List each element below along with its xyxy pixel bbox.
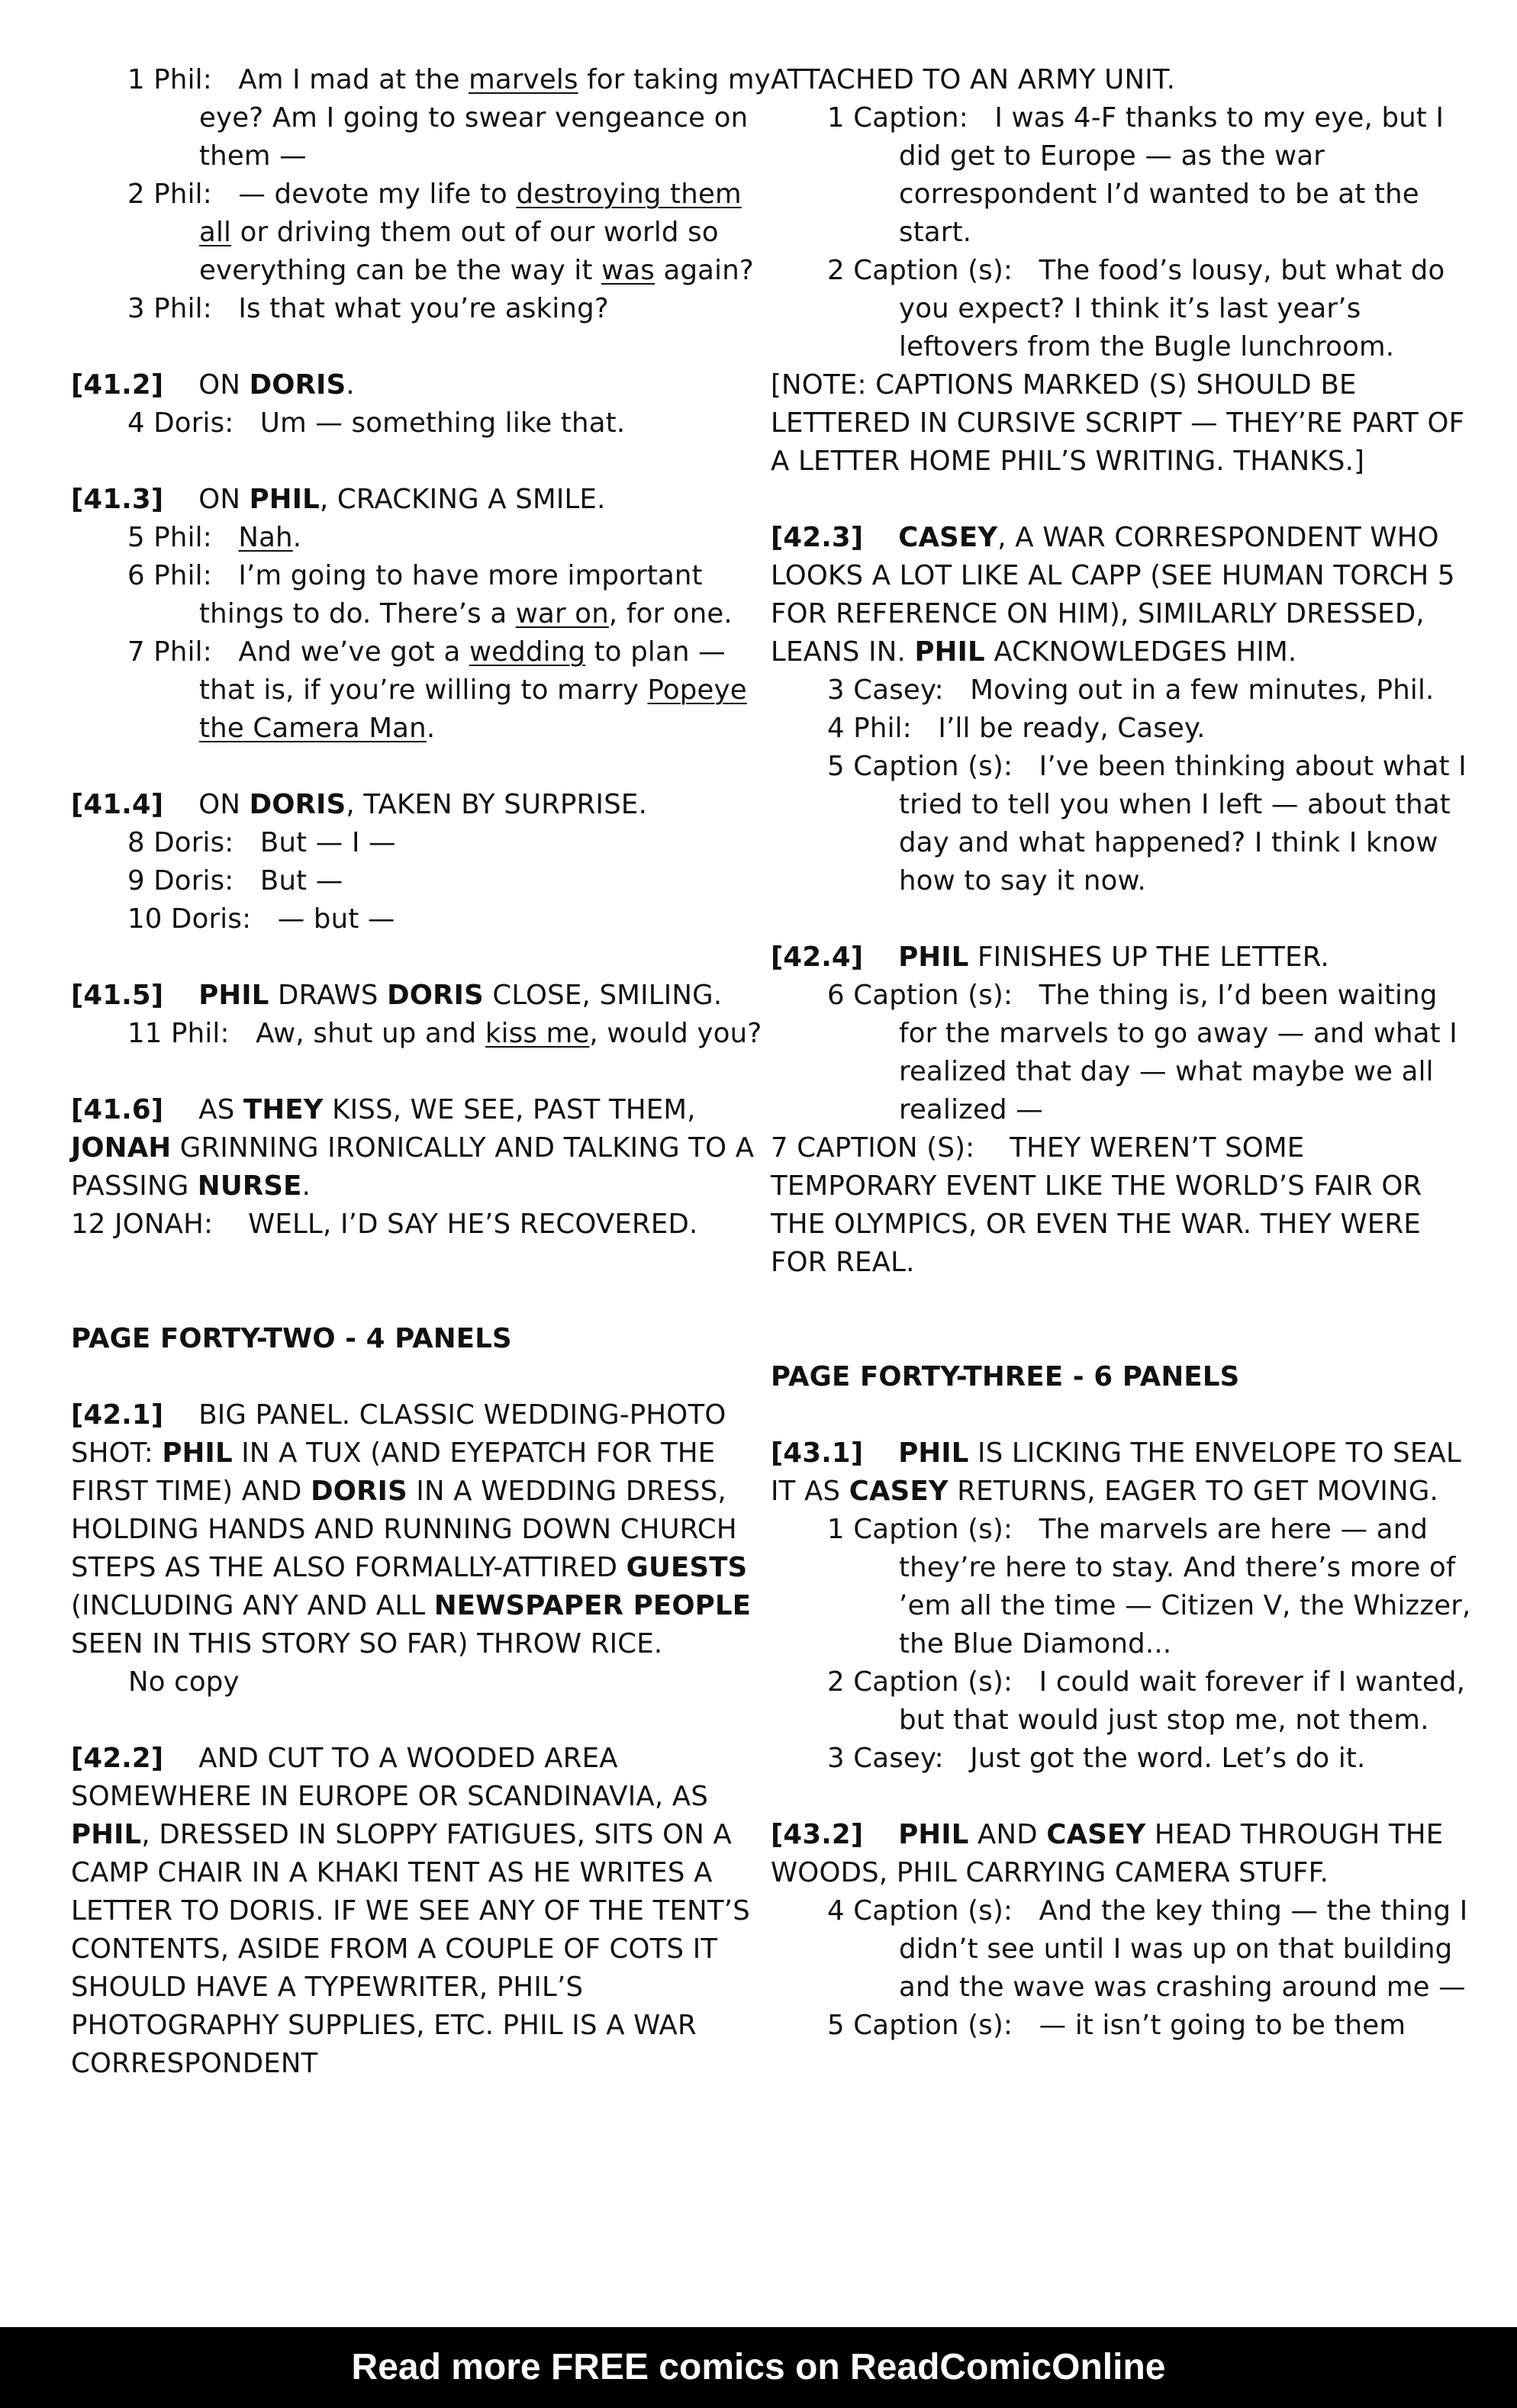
dialogue-line: 2 Phil: — devote my life to destroying them all or driving them out of our world so everything can be the way it was again? — [127, 179, 754, 286]
right-column — [771, 61, 1473, 2045]
panel-continuation: ATTACHED TO AN ARMY UNIT. — [771, 64, 1176, 95]
panel-description: [42.4] PHIL FINISHES UP THE LETTER. — [771, 942, 1329, 973]
caption-line: 2 Caption (s): I could wait forever if I wanted, but that would just stop me, not them. — [827, 1666, 1466, 1736]
lettering-note: [NOTE: CAPTIONS MARKED (S) SHOULD BE LETTERED IN CURSIVE SCRIPT — THEY’RE PART OF A LETTER HOME PHIL’S WRITING. THANKS.] — [771, 369, 1465, 477]
page-heading: PAGE FORTY-THREE - 6 PANELS — [771, 1361, 1240, 1392]
no-copy-note: No copy — [128, 1666, 240, 1698]
dialogue-line: 3 Casey: Moving out in a few minutes, Phil. — [827, 674, 1435, 706]
panel-description: [43.1] PHIL IS LICKING THE ENVELOPE TO SEAL IT AS CASEY RETURNS, EAGER TO GET MOVING. — [771, 1437, 1461, 1507]
dialogue-line: 12 JONAH: WELL, I’D SAY HE’S RECOVERED. — [71, 1209, 698, 1240]
panel-description: [43.2] PHIL AND CASEY HEAD THROUGH THE WOODS, PHIL CARRYING CAMERA STUFF. — [771, 1819, 1444, 1888]
dialogue-line: 7 Phil: And we’ve got a wedding to plan — that is, if you’re willing to marry Popeye the Camera Man. — [127, 636, 747, 744]
panel-description: [41.4] ON DORIS, TAKEN BY SURPRISE. — [71, 789, 648, 820]
dialogue-line: 3 Casey: Just got the word. Let’s do it. — [827, 1743, 1366, 1774]
panel-description: [41.5] PHIL DRAWS DORIS CLOSE, SMILING. — [71, 980, 723, 1011]
dialogue-line: 10 Doris: — but — — [127, 903, 395, 935]
caption-line: 1 Caption (s): The marvels are here — and they’re here to stay. And there’s more of ’em all the time — Citizen V, the Whizzer, the Blue Diamond... — [827, 1514, 1471, 1660]
panel-description: [41.3] ON PHIL, CRACKING A SMILE. — [71, 484, 606, 515]
dialogue-line: 5 Phil: Nah. — [127, 522, 302, 553]
promo-footer-text[interactable]: Read more FREE comics on ReadComicOnline — [351, 2347, 1166, 2387]
panel-description: [42.2] AND CUT TO A WOODED AREA SOMEWHERE IN EUROPE OR SCANDINAVIA, AS PHIL, DRESSED IN SLOPPY FATIGUES, SITS ON A CAMP CHAIR IN A KHAKI TENT AS HE WRITES A LETTER TO DORIS. IF WE SEE ANY OF THE TENT’S CONTENTS, ASIDE FROM A COUPLE OF COTS IT SHOULD HAVE A TYPEWRITER, PHIL’S PHOTOGRAPHY SUPPLIES, ETC. PHIL IS A WAR CORRESPONDENT — [71, 1743, 750, 2079]
dialogue-line: 4 Doris: Um — something like that. — [127, 407, 626, 439]
dialogue-line: 1 Phil: Am I mad at the marvels for taking my eye? Am I going to swear vengeance on them — — [127, 64, 771, 172]
left-column — [71, 61, 773, 2083]
dialogue-line: 9 Doris: But — — [127, 865, 343, 897]
caption-line: 2 Caption (s): The food’s lousy, but what do you expect? I think it’s last year’s leftovers from the Bugle lunchroom. — [827, 255, 1445, 362]
dialogue-line: 8 Doris: But — I — — [127, 827, 396, 858]
dialogue-line: 4 Phil: I’ll be ready, Casey. — [827, 713, 1206, 744]
caption-line: 7 CAPTION (S): THEY WEREN’T SOME TEMPORARY EVENT LIKE THE WORLD’S FAIR OR THE OLYMPICS, OR EVEN THE WAR. THEY WERE FOR REAL. — [771, 1132, 1422, 1278]
caption-line: 1 Caption: I was 4-F thanks to my eye, but I did get to Europe — as the war correspondent I’d wanted to be at the start. — [827, 102, 1445, 248]
panel-description: [41.6] AS THEY KISS, WE SEE, PAST THEM, JONAH GRINNING IRONICALLY AND TALKING TO A PASSING NURSE. — [71, 1094, 755, 1202]
panel-description: [41.2] ON DORIS. — [71, 369, 355, 401]
promo-footer-banner[interactable] — [0, 2327, 1517, 2408]
caption-line: 4 Caption (s): And the key thing — the thing I didn’t see until I was up on that building and the wave was crashing around me — — [827, 1895, 1468, 2003]
caption-line: 6 Caption (s): The thing is, I’d been waiting for the marvels to go away — and what I realized that day — what maybe we all realized — — [827, 980, 1457, 1125]
dialogue-line: 6 Phil: I’m going to have more important things to do. There’s a war on, for one. — [127, 560, 733, 629]
caption-line: 5 Caption (s): I’ve been thinking about what I tried to tell you when I left — about that day and what happened? I think I know how to say it now. — [827, 751, 1467, 897]
caption-line: 5 Caption (s): — it isn’t going to be them — [827, 2010, 1406, 2041]
panel-description: [42.1] BIG PANEL. CLASSIC WEDDING-PHOTO SHOT: PHIL IN A TUX (AND EYEPATCH FOR THE FIRST TIME) AND DORIS IN A WEDDING DRESS, HOLDING HANDS AND RUNNING DOWN CHURCH STEPS AS THE ALSO FORMALLY-ATTIRED GUESTS (INCLUDING ANY AND ALL NEWSPAPER PEOPLE SEEN IN THIS STORY SO FAR) THROW RICE. — [71, 1399, 752, 1660]
page-heading: PAGE FORTY-TWO - 4 PANELS — [71, 1323, 512, 1354]
dialogue-line: 3 Phil: Is that what you’re asking? — [127, 293, 609, 324]
panel-description: [42.3] CASEY, A WAR CORRESPONDENT WHO LOOKS A LOT LIKE AL CAPP (SEE HUMAN TORCH 5 FOR REFERENCE ON HIM), SIMILARLY DRESSED, LEANS IN. PHIL ACKNOWLEDGES HIM. — [771, 522, 1455, 668]
dialogue-line: 11 Phil: Aw, shut up and kiss me, would you? — [127, 1018, 762, 1049]
